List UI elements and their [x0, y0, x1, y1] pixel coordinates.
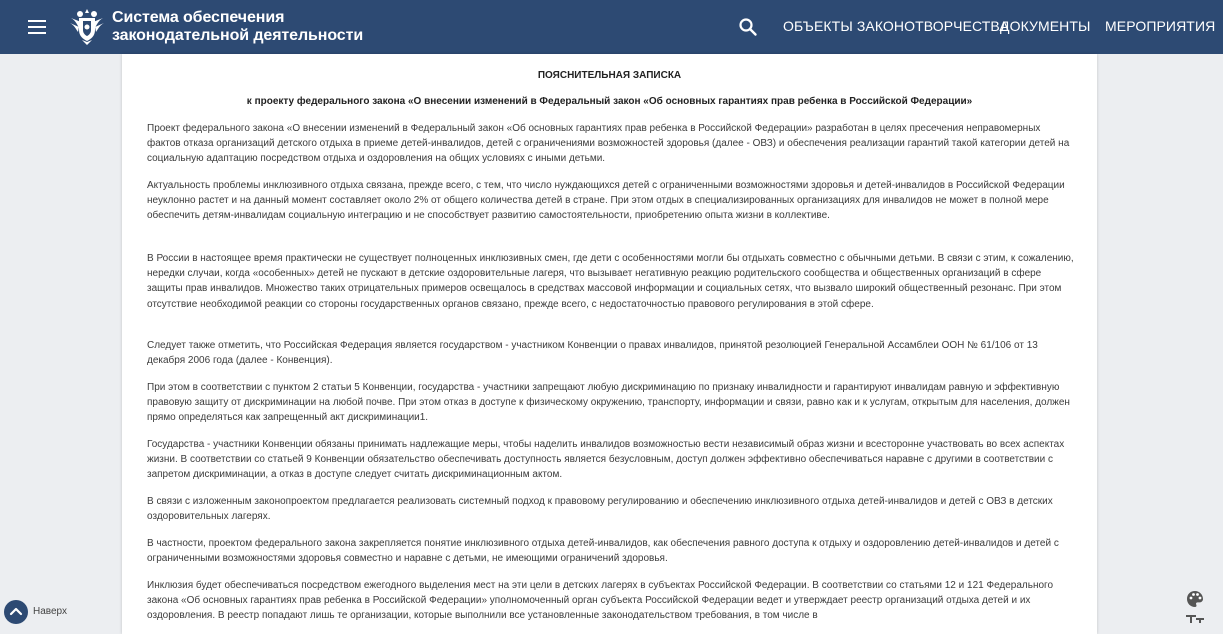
- scroll-to-top-label[interactable]: Наверх: [33, 606, 67, 617]
- document-paragraph: Проект федерального закона «О внесении изменений в Федеральный закон «Об основных гарантиях прав ребенка в Российской Федерации» разработан в целях пресечения неправомерных фактов отказа организаций детского отдыха в приеме детей-инвалидов, детей с ограничениями возможностей здоровья (далее - ОВЗ) и обеспечения реализации гарантий такой категории детей на социальную адаптацию посредством отдыха и оздоровления на общих условиях с иными детьми.: [147, 123, 1070, 165]
- nav-documents[interactable]: ДОКУМЕНТЫ: [1000, 18, 1091, 34]
- hamburger-menu-icon[interactable]: [26, 17, 52, 37]
- palette-icon[interactable]: [1185, 589, 1205, 609]
- nav-lawmaking-objects[interactable]: ОБЪЕКТЫ ЗАКОНОТВОРЧЕСТВА: [783, 18, 1009, 34]
- document-paragraph: Актуальность проблемы инклюзивного отдыха связана, прежде всего, с тем, что число нуждающихся детей с ограниченными возможностями здоровья и детей-инвалидов в Российской Федерации неуклонно растет и на данный момент составляет около 2% от общего количества детей в стране. При этом отдых в специализированных организациях для инвалидов не может в полной мере обеспечить детям-инвалидам социальную интеграцию и не способствует развитию самостоятельности, приобретению опыта жизни в коллективе.: [147, 180, 1065, 222]
- document-sheet: [122, 54, 1097, 634]
- coat-of-arms-logo-icon[interactable]: [68, 6, 106, 46]
- scroll-to-top-button[interactable]: [4, 600, 28, 624]
- document-paragraph: Инклюзия будет обеспечиваться посредством ежегодного выделения мест на эти цели в детских лагерях в субъектах Российской Федерации. В соответствии со статьями 12 и 121 Федерального закона «Об основных гарантиях прав ребенка в Российской Федерации» уполномоченный орган субъекта Российской Федерации ведет и утверждает реестр организаций отдыха детей и их оздоровления. В реестр попадают лишь те организации, которые выполнили все установленные законодательством требования, в том числе в: [147, 580, 1054, 622]
- document-paragraph: В России в настоящее время практически не существует полноценных инклюзивных смен, где дети с особенностями могли бы отдыхать совместно с обычными детьми. В связи с этим, к сожалению, нередки случаи, когда «особенных» детей не пускают в детские оздоровительные лагеря, что вызывает негативную реакцию родительского сообщества и общественных организаций в сфере защиты прав инвалидов. Множество таких отрицательных примеров освещалось в средствах массовой информации и социальных сетях, что вызвало широкий общественный резонанс. При этом отсутствие необходимой реакции со стороны государственных органов связано, прежде всего, с недостаточностью правового регулирования в этой сфере.: [147, 253, 1074, 310]
- nav-events[interactable]: МЕРОПРИЯТИЯ: [1105, 18, 1216, 34]
- site-title-line1: Система обеспечения: [112, 9, 285, 26]
- search-icon[interactable]: [738, 17, 758, 37]
- document-subheading: к проекту федерального закона «О внесении изменений в Федеральный закон «Об основных гарантиях прав ребенка в Российской Федерации»: [246, 96, 973, 107]
- document-paragraph: В связи с изложенным законопроектом предлагается реализовать системный подход к правовому регулированию и обеспечению инклюзивного отдыха детей-инвалидов и детей с ОВЗ в детских оздоровительных лагерях.: [147, 496, 1053, 523]
- document-paragraph: Государства - участники Конвенции обязаны принимать надлежащие меры, чтобы наделить инвалидов возможностью вести независимый образ жизни и всесторонне участвовать во всех аспектах жизни. В соответствии со статьей 9 Конвенции обязательство обеспечивать доступность является безусловным, доступ должен эффективно обеспечиваться наравне с другими в соответствии с запретом дискриминации, а отказ в доступе следует считать дискриминационным актом.: [147, 439, 1065, 481]
- document-paragraph: Следует также отметить, что Российская Федерация является государством - участником Конвенции о правах инвалидов, принятой резолюцией Генеральной Ассамблеи ООН № 61/106 от 13 декабря 2006 года (далее - Конвенция).: [147, 340, 1038, 367]
- top-navigation-bar: [0, 0, 1223, 54]
- site-title-line2: законодательной деятельности: [112, 27, 364, 44]
- document-paragraph: В частности, проектом федерального закона закрепляется понятие инклюзивного отдыха детей-инвалидов, как обеспечения равного доступа к отдыху и оздоровлению детей-инвалидов и детей с ограниченными возможностями здоровья совместно и наравне с детьми, не имеющими ограничений здоровья.: [147, 538, 1059, 565]
- document-paragraph: При этом в соответствии с пунктом 2 статьи 5 Конвенции, государства - участники запрещают любую дискриминацию по признаку инвалидности и гарантируют инвалидам равную и эффективную правовую защиту от дискриминации на любой почве. При этом отказ в доступе к физическому окружению, транспорту, информации и связи, равно как и к услугам, открытым для населения, должен прямо определяться как запрещенный акт дискриминации1.: [147, 382, 1070, 424]
- document-heading: ПОЯСНИТЕЛЬНАЯ ЗАПИСКА: [537, 70, 682, 81]
- chevron-up-icon: [4, 600, 28, 624]
- text-size-icon[interactable]: [1186, 613, 1204, 623]
- site-title[interactable]: [112, 9, 363, 45]
